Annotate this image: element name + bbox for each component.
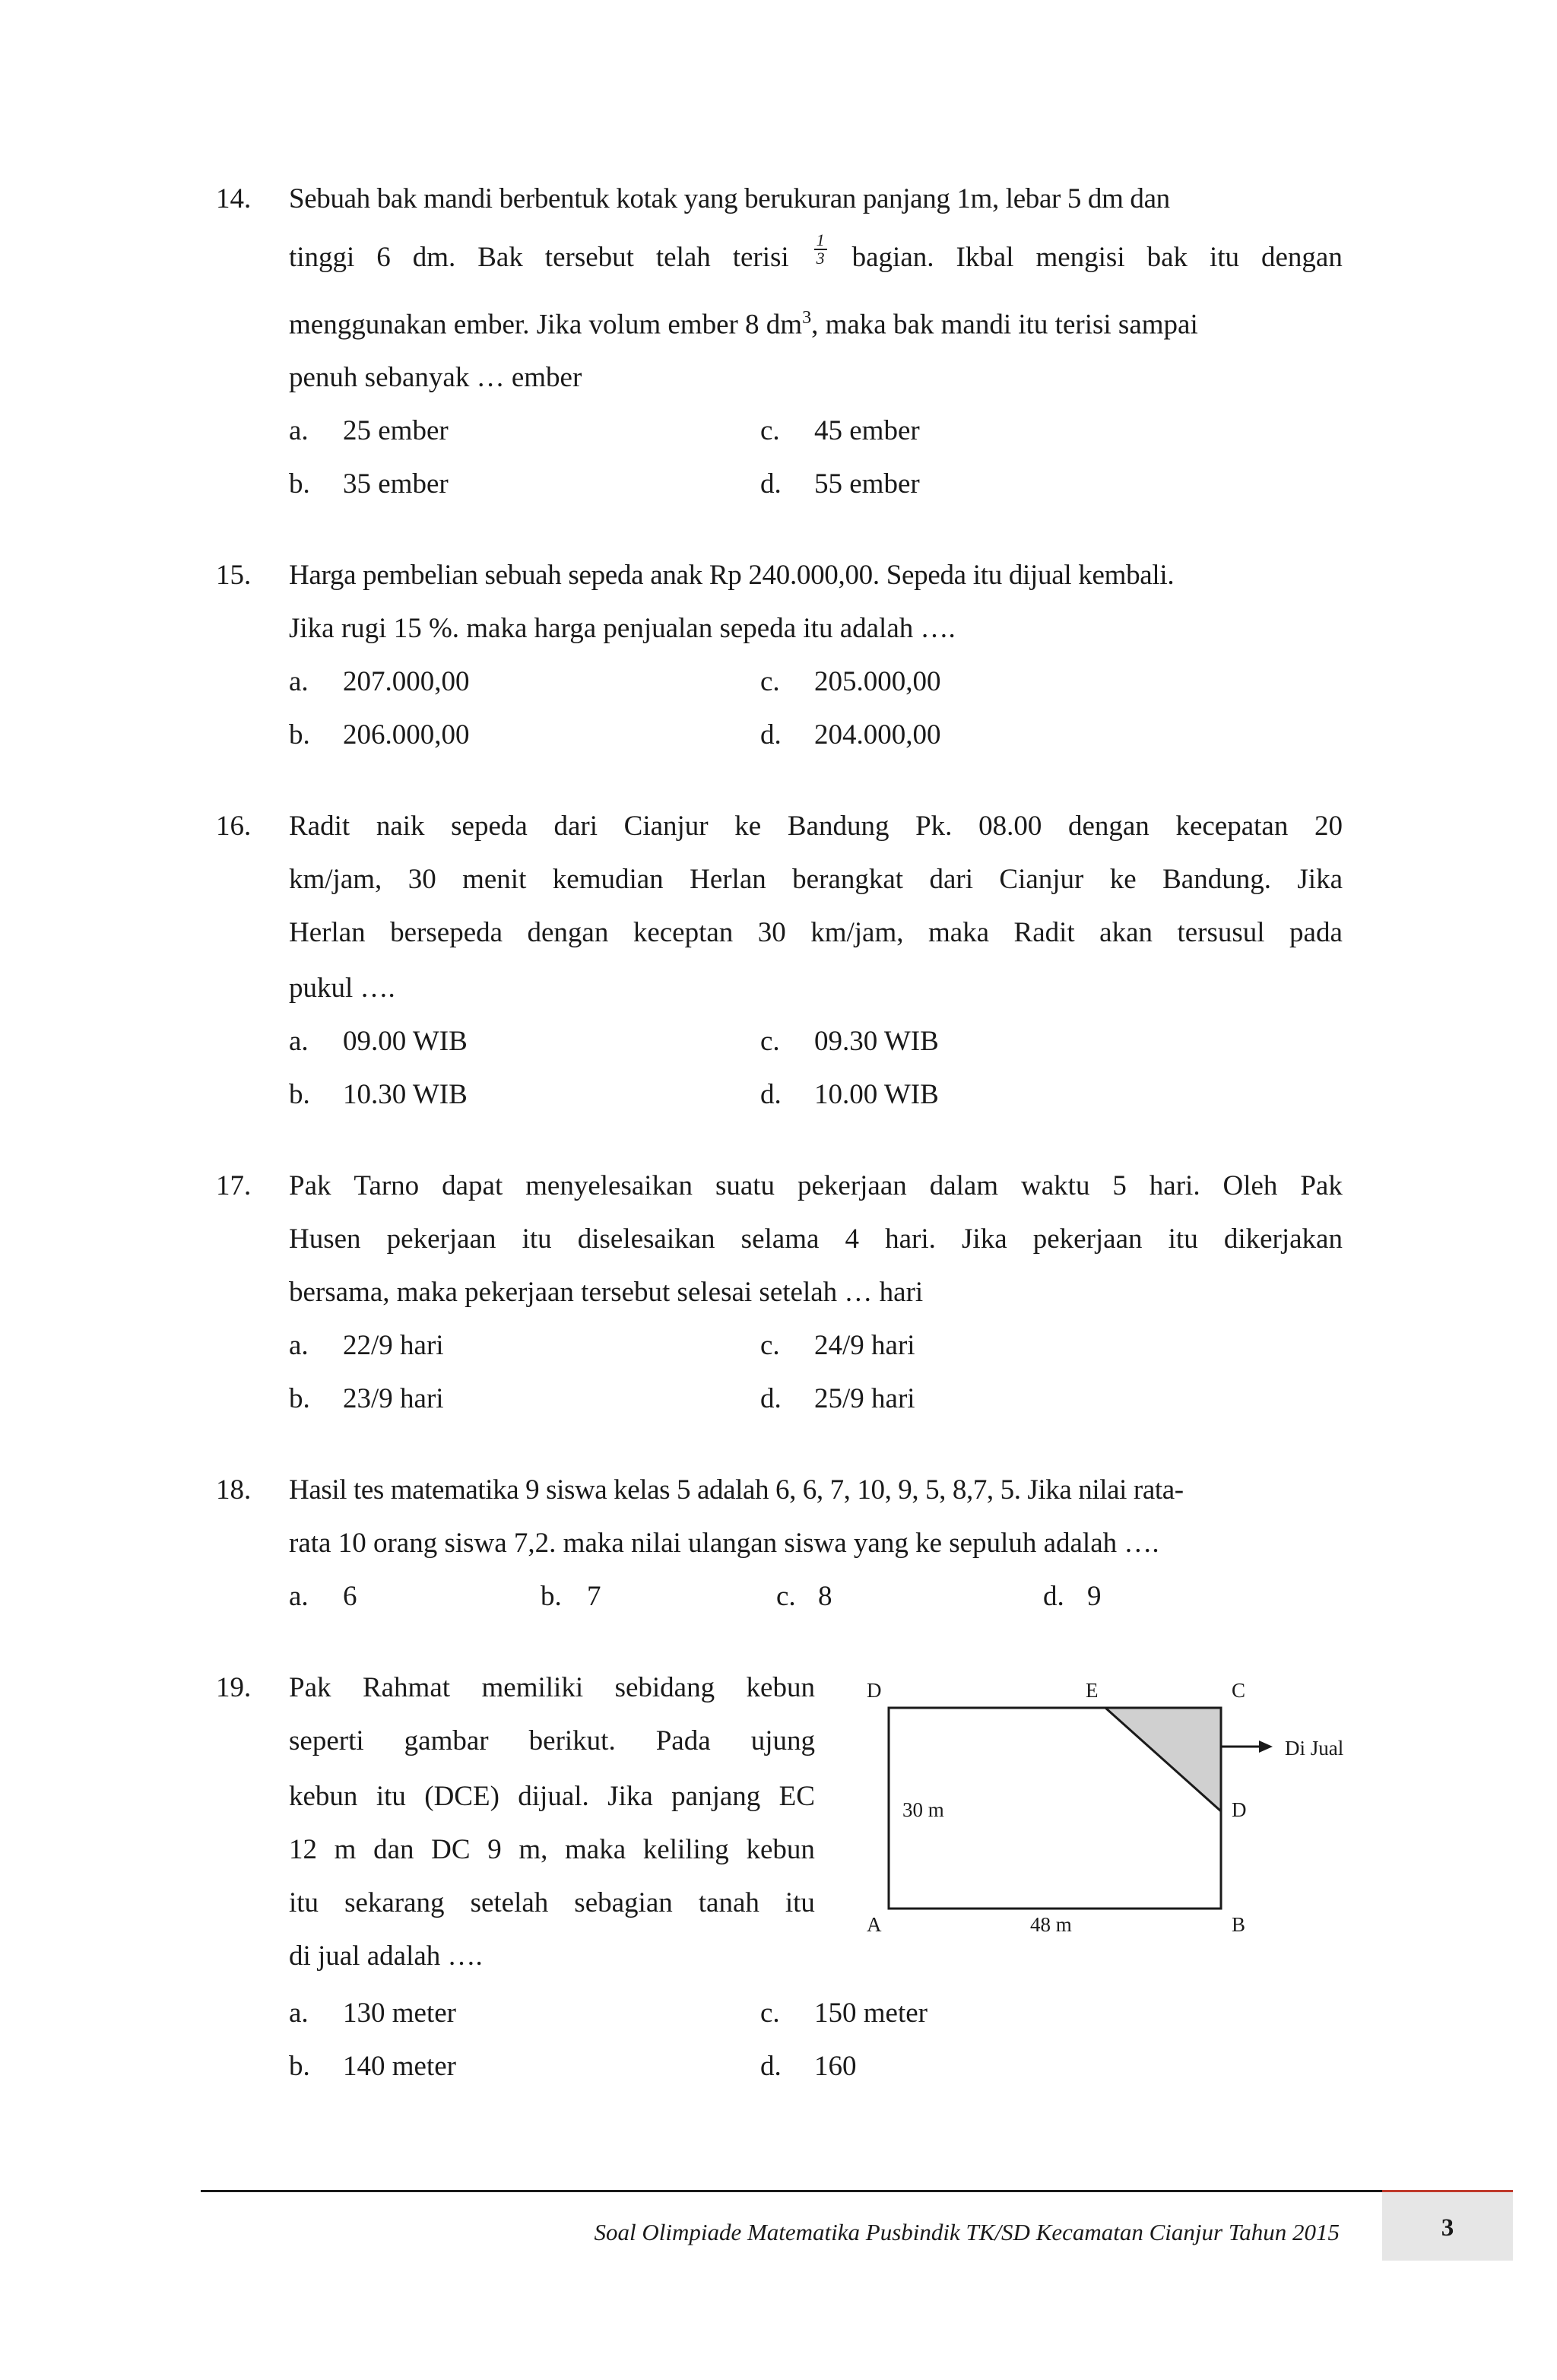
question-text-line4: penuh sebanyak … ember: [289, 362, 582, 393]
label-c: C: [1232, 1679, 1246, 1702]
option-b-letter: b.: [289, 468, 310, 500]
option-d-letter: d.: [760, 719, 782, 750]
option-c-letter: c.: [760, 1026, 780, 1057]
option-d[interactable]: 10.00 WIB: [814, 1079, 939, 1110]
question-text-line3: bersama, maka pekerjaan tersebut selesai setelah … hari: [289, 1277, 924, 1308]
option-b[interactable]: 35 ember: [343, 468, 449, 500]
question-text-line3: kebun itu (DCE) dijual. Jika panjang EC: [289, 1781, 815, 1812]
option-b-letter: b.: [289, 1383, 310, 1414]
option-a[interactable]: 22/9 hari: [343, 1330, 444, 1361]
question-number: 17.: [216, 1170, 252, 1201]
sold-label: Di Jual: [1285, 1737, 1344, 1760]
question-text-line2: Jika rugi 15 %. maka harga penjualan sepeda itu adalah ….: [289, 613, 956, 644]
option-a-letter: a.: [289, 1581, 309, 1612]
question-text-line2: rata 10 orang siswa 7,2. maka nilai ulangan siswa yang ke sepuluh adalah ….: [289, 1528, 1159, 1559]
option-d-letter: d.: [760, 1383, 782, 1414]
question-text-line4: 12 m dan DC 9 m, maka keliling kebun: [289, 1834, 815, 1865]
option-d-letter: d.: [1043, 1581, 1064, 1612]
question-text-line1: Pak Tarno dapat menyelesaikan suatu pekerjaan dalam waktu 5 hari. Oleh Pak: [289, 1170, 1343, 1201]
option-a[interactable]: 25 ember: [343, 415, 449, 446]
option-b[interactable]: 23/9 hari: [343, 1383, 444, 1414]
option-b-letter: b.: [289, 719, 310, 750]
arrow-head: [1259, 1741, 1273, 1753]
question-text-line6: di jual adalah ….: [289, 1940, 483, 1972]
label-a: A: [867, 1913, 882, 1936]
option-d[interactable]: 9: [1087, 1581, 1102, 1612]
question-text-line2: km/jam, 30 menit kemudian Herlan berangkat dari Cianjur ke Bandung. Jika: [289, 864, 1343, 895]
option-a-letter: a.: [289, 666, 309, 697]
option-b[interactable]: 206.000,00: [343, 719, 470, 750]
option-c-letter: c.: [776, 1581, 796, 1612]
question-text-line2: Husen pekerjaan itu diselesaikan selama 4 hari. Jika pekerjaan itu dikerjakan: [289, 1223, 1343, 1255]
option-b-letter: b.: [289, 1079, 310, 1110]
option-c[interactable]: 150 meter: [814, 1998, 928, 2029]
option-d-letter: d.: [760, 1079, 782, 1110]
fraction: $\frac{1}{3}$: [814, 232, 827, 274]
option-d[interactable]: 55 ember: [814, 468, 920, 500]
footer-divider: [201, 2190, 1513, 2192]
page-number: 3: [1441, 2214, 1454, 2242]
option-d-letter: d.: [760, 468, 782, 500]
option-b[interactable]: 140 meter: [343, 2051, 456, 2082]
option-c-letter: c.: [760, 415, 780, 446]
label-e: E: [1086, 1679, 1099, 1702]
option-a[interactable]: 6: [343, 1581, 357, 1612]
question-number: 16.: [216, 811, 252, 842]
question-text-line3: menggunakan ember. Jika volum ember 8 $dm^3$, maka bak mandi itu terisi sampai: [289, 308, 1198, 341]
question-number: 19.: [216, 1672, 252, 1703]
question-text: Hasil tes matematika 9 siswa kelas 5 adalah 6, 6, 7, 10, 9, 5, 8,7, 5. Jika nilai rata-: [289, 1474, 1184, 1506]
question-number: 15.: [216, 560, 252, 591]
option-b[interactable]: 7: [587, 1581, 601, 1612]
option-b[interactable]: 10.30 WIB: [343, 1079, 468, 1110]
option-c[interactable]: 205.000,00: [814, 666, 941, 697]
option-c-letter: c.: [760, 666, 780, 697]
question-text-line4: pukul ….: [289, 973, 395, 1004]
option-b-letter: b.: [541, 1581, 562, 1612]
question-text-line3: Herlan bersepeda dengan keceptan 30 km/jam, maka Radit akan tersusul pada: [289, 917, 1343, 948]
option-d[interactable]: 25/9 hari: [814, 1383, 915, 1414]
question-text-line1: Pak Rahmat memiliki sebidang kebun: [289, 1672, 815, 1703]
sold-triangle: [1105, 1708, 1221, 1811]
label-d-top: D: [867, 1679, 882, 1702]
option-c[interactable]: 8: [818, 1581, 832, 1612]
question-text-line2: tinggi 6 dm. Bak tersebut telah terisi $\frac{1}{3}$ bagian. Ikbal mengisi bak itu dengan: [289, 230, 1343, 273]
option-c[interactable]: 24/9 hari: [814, 1330, 915, 1361]
footer-title: Soal Olimpiade Matematika Pusbindik TK/SD Kecamatan Cianjur Tahun 2015: [594, 2219, 1340, 2245]
option-a-letter: a.: [289, 1330, 309, 1361]
option-a-letter: a.: [289, 1026, 309, 1057]
label-b: B: [1232, 1913, 1246, 1936]
question-text: Sebuah bak mandi berbentuk kotak yang berukuran panjang 1m, lebar 5 dm dan: [289, 183, 1170, 214]
option-d[interactable]: 160: [814, 2051, 857, 2082]
option-a[interactable]: 130 meter: [343, 1998, 456, 2029]
question-text-line1: Radit naik sepeda dari Cianjur ke Bandung Pk. 08.00 dengan kecepatan 20: [289, 811, 1343, 842]
question-text-line2: seperti gambar berikut. Pada ujung: [289, 1725, 815, 1756]
question-number: 14.: [216, 183, 252, 214]
question-number: 18.: [216, 1474, 252, 1506]
label-d-right: D: [1232, 1798, 1247, 1821]
option-a-letter: a.: [289, 415, 309, 446]
option-a-letter: a.: [289, 1998, 309, 2029]
option-a[interactable]: 09.00 WIB: [343, 1026, 468, 1057]
option-c[interactable]: 45 ember: [814, 415, 920, 446]
option-d-letter: d.: [760, 2051, 782, 2082]
question-text-line5: itu sekarang setelah sebagian tanah itu: [289, 1887, 815, 1918]
question-text: Harga pembelian sebuah sepeda anak Rp 240.000,00. Sepeda itu dijual kembali.: [289, 560, 1175, 591]
option-a[interactable]: 207.000,00: [343, 666, 470, 697]
bottom-length-label: 48 m: [1030, 1913, 1072, 1936]
option-d[interactable]: 204.000,00: [814, 719, 941, 750]
option-b-letter: b.: [289, 2051, 310, 2082]
side-length-label: 30 m: [902, 1798, 944, 1821]
option-c-letter: c.: [760, 1998, 780, 2029]
option-c-letter: c.: [760, 1330, 780, 1361]
option-c[interactable]: 09.30 WIB: [814, 1026, 939, 1057]
